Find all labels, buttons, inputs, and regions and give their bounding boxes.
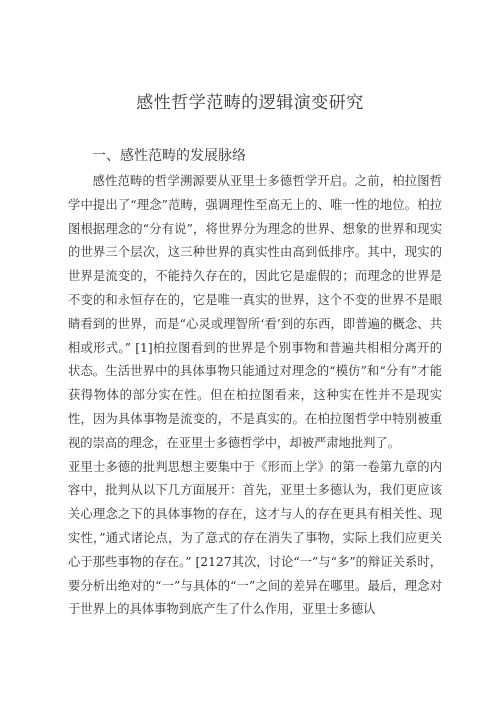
document-body (68, 170, 442, 622)
document-title: 感性哲学范畴的逻辑演变研究 (136, 93, 364, 113)
paragraph-1: 感性范畴的哲学溯源要从亚里士多德哲学开启。之前，柏拉图哲学中提出了“理念”范畴，强调理性至高无上的、唯一性的地位。柏拉图根据理念的“分有说”，将世界分为理念的世界、想象的世界和现实的世界三个层次，这三种世界的真实性由高到低排序。其中，现实的世界是流变的，不能持久存在的，因此它是虚假的；而理念的世界是不变的和永恒存在的，它是唯一真实的世界，这个不变的世界不是眼睛看到的世界，而是“心灵或理智所‘看’到的东西，即普遍的概念、共相或形式。” [1]柏拉图看到的世界是个别事物和普遍共相相分离开的状态。生活世界中的具体事物只能通过对理念的“模仿”和“分有”才能获得物体的部分实在性。但在柏拉图看来，这种实在性并不是现实性，因为具体事物是流变的，不是真实的。在柏拉图哲学中特别被重视的崇高的理念，在亚里士多德哲学中，却被严肃地批判了。 (68, 174, 442, 450)
paragraph-2: 亚里士多德的批判思想主要集中于《形而上学》的第一卷第九章的内容中，批判从以下几方面展开：首先，亚里士多德认为，我们更应该关心理念之下的具体事物的存在，这才与人的存在更具有相关性、现实性，”通式诸论点，为了意式的存在消失了事物，实际上我们应更关心于那些事物的存在。” [2127其次，讨论“一”与“多”的辩证关系时，要分析出绝对的“一”与具体的“一”之间的差异在哪里。最后，理念对于世界上的具体事物到底产生了什么作用，亚里士多德认 (68, 459, 442, 617)
section-heading: 一、感性范畴的发展脉络 (92, 148, 246, 164)
